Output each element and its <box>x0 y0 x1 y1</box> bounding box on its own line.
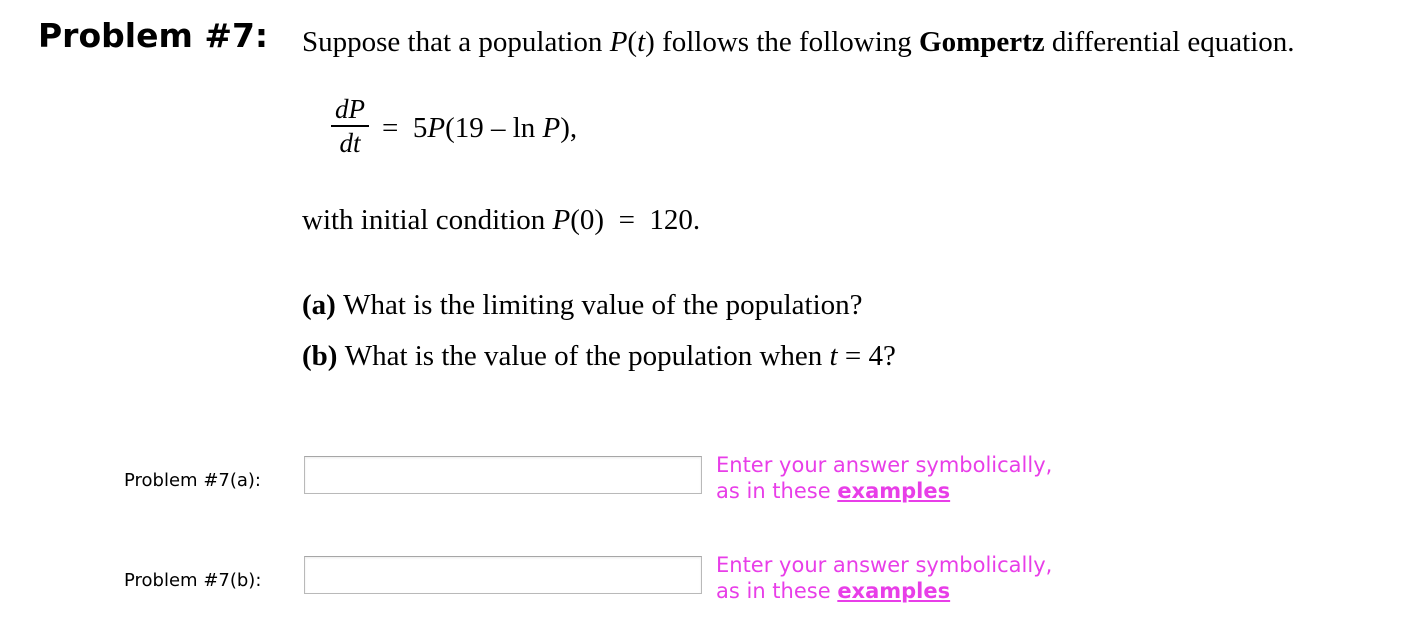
initial-func: P <box>552 204 571 236</box>
problem-intro <box>302 22 1295 62</box>
equation-open: (19 – ln <box>445 112 543 144</box>
question-a-text: What is the limiting value of the population? <box>343 289 863 321</box>
answer-b-label: Problem #7(b): <box>124 570 262 591</box>
intro-function-var: t <box>637 26 646 58</box>
answer-b-hint-prefix: as in these <box>716 579 838 603</box>
equation-lhs-fraction <box>331 94 369 158</box>
question-a <box>302 285 863 325</box>
intro-text-after: differential equation. <box>1044 26 1295 58</box>
initial-value: 120. <box>649 204 701 236</box>
answer-a-label: Problem #7(a): <box>124 470 261 491</box>
equation-close: ), <box>560 112 578 144</box>
equation-coefficient: 5 <box>412 112 428 144</box>
answer-b-hint-line1: Enter your answer symbolically, <box>716 553 1053 577</box>
initial-condition <box>302 200 700 240</box>
question-a-label: (a) <box>302 289 336 321</box>
intro-text-before: Suppose that a population <box>302 26 610 58</box>
answer-b-hint-line2 <box>716 578 1052 604</box>
intro-text-middle: follows the following <box>654 26 920 58</box>
initial-arg: (0) <box>570 204 605 236</box>
question-b-text-before: What is the value of the population when <box>344 340 830 372</box>
intro-bold-word: Gompertz <box>919 26 1045 58</box>
equation-var2: P <box>542 112 561 144</box>
intro-function-name: P <box>609 26 628 58</box>
answer-b-hint <box>716 552 1052 604</box>
initial-equals: = <box>618 204 635 236</box>
intro-paren-open: ( <box>627 26 638 58</box>
answer-a-examples-link[interactable]: examples <box>837 479 951 503</box>
intro-paren-close: ) <box>645 26 655 58</box>
equation-equals: = <box>382 112 399 144</box>
question-b-label: (b) <box>302 340 338 372</box>
problem-heading: Problem #7: <box>38 16 269 55</box>
answer-b-examples-link[interactable]: examples <box>837 579 951 603</box>
answer-a-input[interactable] <box>304 456 702 494</box>
equation-var: P <box>427 112 446 144</box>
fraction-bar <box>331 125 369 127</box>
question-b-var: t <box>829 340 838 372</box>
question-b-text-after: = 4? <box>837 340 896 372</box>
answer-a-hint <box>716 452 1052 504</box>
answer-a-hint-line1: Enter your answer symbolically, <box>716 453 1053 477</box>
question-b <box>302 336 896 376</box>
answer-a-hint-prefix: as in these <box>716 479 838 503</box>
answer-a-hint-line2 <box>716 478 1052 504</box>
equation-rhs <box>382 108 577 148</box>
equation-numerator: dP <box>335 94 365 124</box>
equation-denominator: dt <box>339 128 361 158</box>
initial-text: with initial condition <box>302 204 553 236</box>
answer-b-input[interactable] <box>304 556 702 594</box>
